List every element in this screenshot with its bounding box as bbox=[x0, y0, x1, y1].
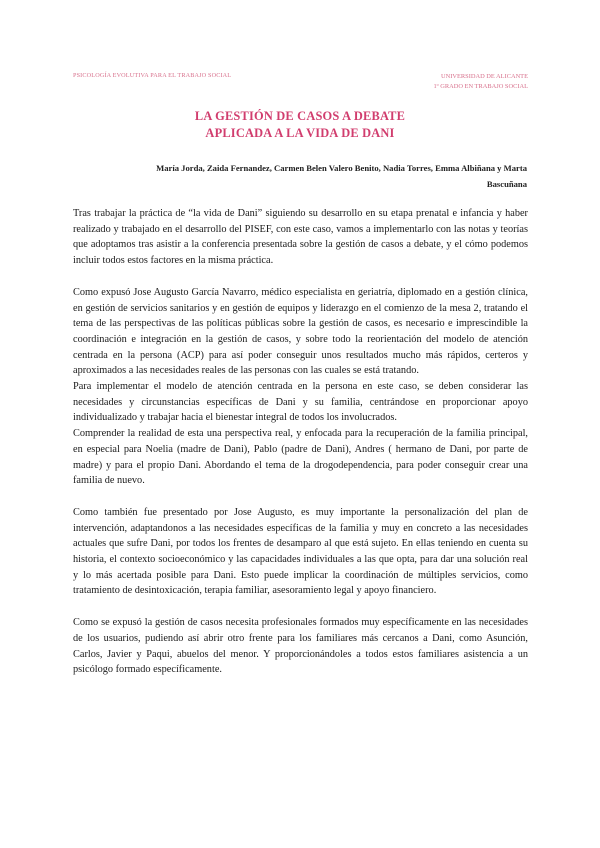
header-university-name: UNIVERSIDAD DE ALICANTE bbox=[441, 73, 528, 80]
paragraph-intro: Tras trabajar la práctica de “la vida de Dani” siguiendo su desarrollo en su etapa prenatal e infancia y haber realizado y trabajado en el desarrollo del PISEF, con este caso, vamos a implementarlo con las notas y teorías que adoptamos tras asistir a la conferencia presentada sobre la gestión de casos a debate, y el cómo podemos incluir todos estos factores en la misma práctica. bbox=[73, 208, 528, 267]
paragraph-professionals: Como se expusó la gestión de casos necesita profesionales formados muy específicamente en las necesidades de los usuarios, pudiendo así abrir otro frente para los familiares más cercanos a Dani, como Asunción, Carlos, Javier y Paqui, abuelos del menor. Y proporcionándoles a todos estos familiares asistencia a un psicólogo formado específicamente. bbox=[73, 617, 528, 676]
paragraph-personalization: Como también fue presentado por Jose Augusto, es muy importante la personalización del plan de intervención, adaptandonos a las necesidades específicas de la familia y muy en concreto a las necesidades actuales que sufre Dani, por todos los frentes de desamparo al que está sujeto. En ellas teniendo en cuenta su historia, el contexto socioeconómico y las capacidades individuales a las que opta, para dar una solución real y lo más acertada posible para Dani. Esto puede implicar la coordinación de múltiples servicios, como tratamiento de desintoxicación, terapia familiar, asesoramiento legal y apoyo financiero. bbox=[73, 506, 528, 597]
paragraph-garcia-navarro: Como expusó Jose Augusto García Navarro, médico especialista en geriatría, diplomado en a gestión clínica, en gestión de servicios sanitarios y en gestión de equipos y liderazgo en el comienzo de la mesa 2, tratando el tema de las perspectivas de las políticas públicas sobre la gestión de casos, es necesario e imprescindible la coordinación e integración en la gestión de casos, y sobre todo la reorientación del modelo de atención centrada en la persona (ACP) para así poder conseguir unos resultados mucho más rápidos, certeros y aproximados a las necesidades reales de las personas con las cuales se está tratando. bbox=[73, 286, 528, 377]
paragraph-acp-model: Para implementar el modelo de atención centrada en la persona en este caso, se deben considerar las necesidades y circunstancias específicas de Dani y su familia, centrándose en proporcionar apoyo individualizado y trabajar hacia el bienestar integral de todos los involucrados. bbox=[73, 381, 528, 424]
document-title bbox=[0, 108, 600, 142]
header-course: PSICOLOGÍA EVOLUTIVA PARA EL TRABAJO SOCIAL bbox=[73, 72, 232, 79]
header-degree: 1º GRADO EN TRABAJO SOCIAL bbox=[433, 82, 528, 90]
title-line-2: APLICADA A LA VIDA DE DANI bbox=[205, 126, 395, 140]
authors-line-1: María Jorda, Zaida Fernandez, Carmen Belen Valero Benito, Nadia Torres, Emma Albiñana y Marta bbox=[156, 163, 527, 173]
title-line-1: LA GESTIÓN DE CASOS A DEBATE bbox=[194, 109, 406, 123]
document-body bbox=[73, 206, 528, 678]
paragraph-family-recovery: Comprender la realidad de esta una perspectiva real, y enfocada para la recuperación de la familia principal, en especial para Noelia (madre de Dani), Pablo (padre de Dani), Andres ( hermano de Dani, por parte de madre) y para el propio Dani. Abordando el tema de la drogodependencia, para poder conseguir crear una familia de nuevo. bbox=[73, 428, 528, 487]
authors-line-2: Bascuñana bbox=[486, 179, 527, 190]
authors bbox=[90, 160, 527, 192]
header-university bbox=[433, 72, 528, 91]
